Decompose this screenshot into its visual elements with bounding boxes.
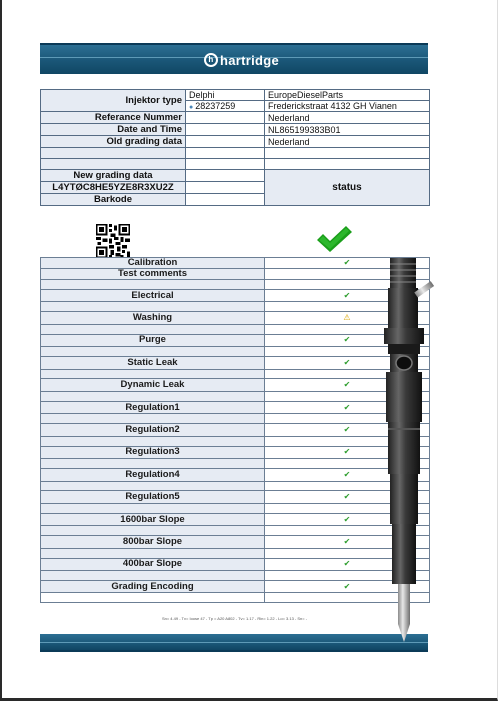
company-name: EuropeDieselParts (265, 90, 430, 101)
table-row (41, 357, 430, 370)
empty-cell (186, 170, 265, 182)
spacer-cell (41, 571, 265, 581)
table-row (41, 491, 430, 504)
spacer-cell (41, 280, 265, 290)
spacer-cell (41, 302, 265, 312)
spacer-cell (41, 548, 265, 558)
injector-info-table (40, 89, 429, 206)
test-name: Purge (41, 334, 265, 347)
test-results-table (40, 257, 429, 603)
hartridge-logo-icon: h (204, 53, 218, 67)
pass-check-icon: ✔ (265, 357, 430, 370)
new-grading-code: L4YTØC8HE5YZE8R3XU2Z (41, 182, 186, 194)
pass-check-icon: ✔ (265, 513, 430, 526)
part-number: 28237259 (195, 101, 236, 111)
brand-logo (204, 51, 279, 69)
pass-check-icon: ✔ (265, 401, 430, 414)
qr-code-icon (96, 224, 130, 258)
test-name: Washing (41, 312, 265, 325)
table-row (41, 424, 430, 437)
empty-cell (41, 159, 186, 170)
footer-banner (40, 634, 428, 652)
table-row (41, 580, 430, 593)
table-row (41, 558, 430, 571)
pass-check-icon: ✔ (265, 334, 430, 347)
empty-cell (265, 159, 430, 170)
pass-check-icon: ✔ (265, 289, 430, 302)
empty-cell (265, 148, 430, 159)
serial-number: NL865199383B01 (265, 124, 430, 136)
table-row (41, 446, 430, 459)
date-time-value (186, 124, 265, 136)
country-2: Nederland (265, 136, 430, 148)
warning-icon: ⚠ (265, 312, 430, 325)
test-name: 400bar Slope (41, 558, 265, 571)
old-grading-label: Old grading data (41, 136, 186, 148)
test-name: Static Leak (41, 357, 265, 370)
referance-label: Referance Nummer (41, 112, 186, 124)
calibration-label: Calibration (41, 258, 265, 269)
spacer-cell (41, 324, 265, 334)
table-row (41, 312, 430, 325)
brand-name: hartridge (220, 52, 280, 68)
test-name: Regulation1 (41, 401, 265, 414)
test-name: Electrical (41, 289, 265, 302)
test-name: 1600bar Slope (41, 513, 265, 526)
pass-check-icon: ✔ (265, 469, 430, 482)
pass-check-icon: ✔ (265, 580, 430, 593)
spacer-cell (41, 481, 265, 491)
pass-check-icon: ✔ (265, 379, 430, 392)
table-row (41, 379, 430, 392)
table-row (41, 334, 430, 347)
empty-cell (186, 194, 265, 206)
pass-check-icon: ✔ (265, 424, 430, 437)
spacer-cell (41, 414, 265, 424)
test-comments-label: Test comments (41, 269, 265, 280)
pass-check-icon: ✔ (265, 558, 430, 571)
table-row (41, 401, 430, 414)
spacer-cell (41, 347, 265, 357)
empty-cell (186, 159, 265, 170)
pass-check-icon: ✔ (265, 491, 430, 504)
pass-check-icon: ✔ (265, 446, 430, 459)
test-summary-footer: Sn= 4.49 - Tv= Ioose 47 - Tp = A20 A802 - Tv= 1.17 - Rin= 1.22 - Lo= 3.13 - Sn= - (161, 616, 308, 621)
referance-value (186, 112, 265, 124)
empty-cell (41, 148, 186, 159)
spacer-cell (41, 459, 265, 469)
test-name: Dynamic Leak (41, 379, 265, 392)
empty-cell (186, 148, 265, 159)
country-1: Nederland (265, 112, 430, 124)
table-row (41, 469, 430, 482)
address: Frederickstraat 4132 GH Vianen (265, 101, 430, 112)
empty-cell (186, 182, 265, 194)
spacer-cell (41, 593, 265, 603)
pass-check-icon: ✔ (265, 536, 430, 549)
diesel-injector-image (376, 252, 438, 644)
bullet-icon: ● (189, 104, 194, 111)
date-time-label: Date and Time (41, 124, 186, 136)
part-number-cell (186, 101, 265, 112)
injektor-type-label: Injektor type (41, 90, 186, 112)
new-grading-label: New grading data (41, 170, 186, 182)
table-row (41, 513, 430, 526)
test-name: Regulation4 (41, 469, 265, 482)
spacer-cell (41, 436, 265, 446)
header-banner (40, 43, 428, 74)
status-label: status (265, 170, 430, 206)
checkmark-icon (314, 224, 354, 254)
test-name: Regulation5 (41, 491, 265, 504)
spacer-cell (41, 526, 265, 536)
old-grading-value (186, 136, 265, 148)
test-name: Regulation2 (41, 424, 265, 437)
test-name: 800bar Slope (41, 536, 265, 549)
footer-rule (40, 642, 428, 643)
test-name: Regulation3 (41, 446, 265, 459)
test-name: Grading Encoding (41, 580, 265, 593)
table-row (41, 289, 430, 302)
barkode-label: Barkode (41, 194, 186, 206)
calibration-mark: ✔ (265, 258, 430, 269)
table-row (41, 536, 430, 549)
spacer-cell (41, 503, 265, 513)
spacer-cell (41, 369, 265, 379)
spacer-cell (41, 391, 265, 401)
injektor-type-value: Delphi (186, 90, 265, 101)
